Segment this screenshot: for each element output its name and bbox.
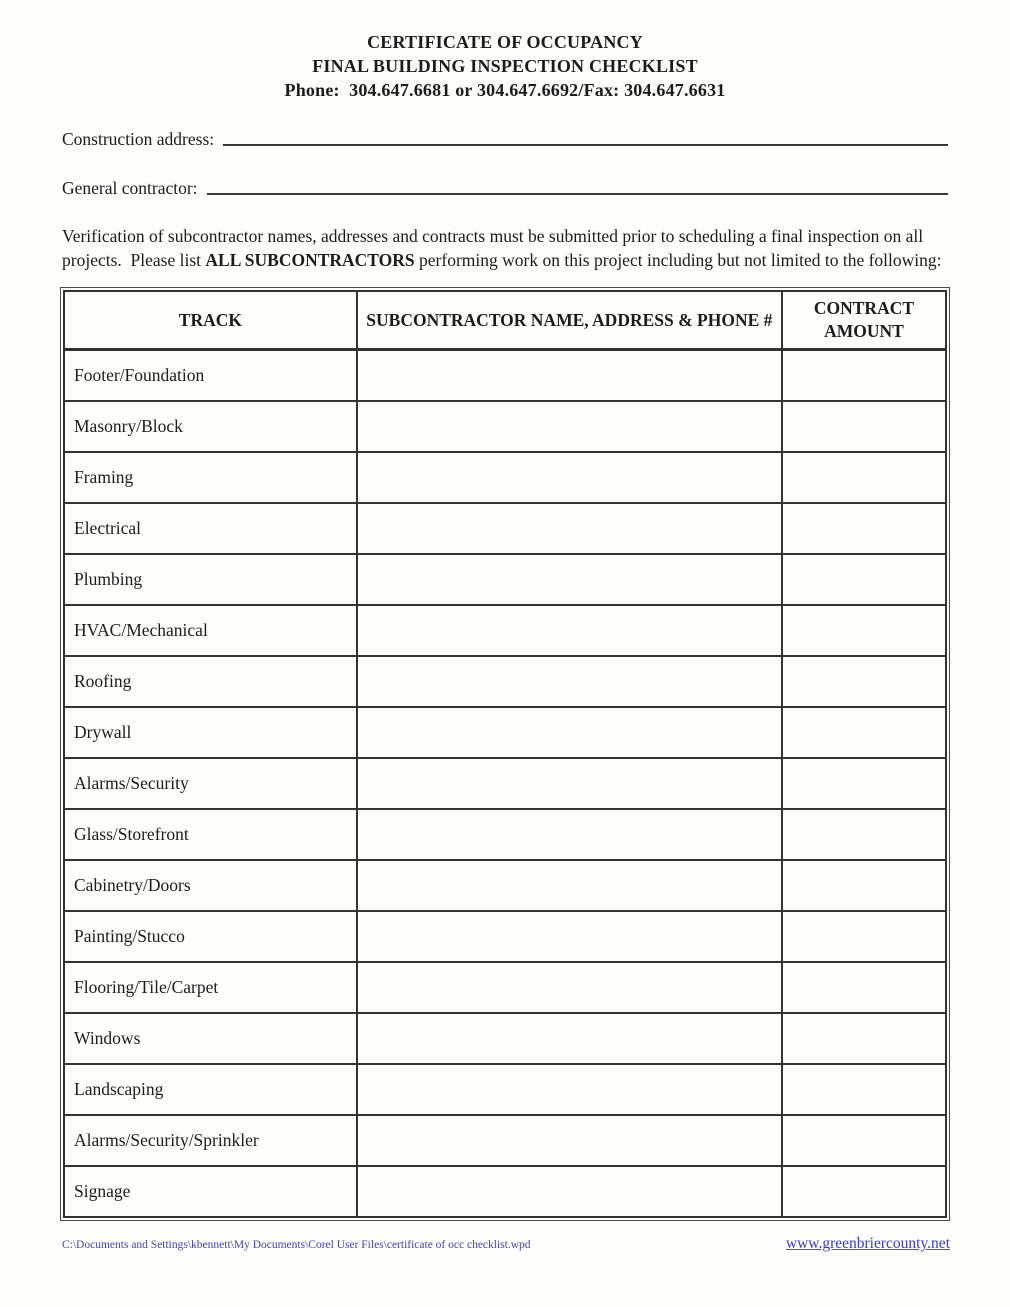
table-row <box>64 1166 946 1217</box>
track-cell: Framing <box>64 452 357 503</box>
table-row <box>64 605 946 656</box>
track-cell: Flooring/Tile/Carpet <box>64 962 357 1013</box>
contract-amount-input-cell[interactable] <box>782 503 946 554</box>
document-header <box>0 0 1010 102</box>
subcontractor-input-cell[interactable] <box>357 1013 782 1064</box>
contract-amount-input-cell[interactable] <box>782 401 946 452</box>
subcontractor-input-cell[interactable] <box>357 503 782 554</box>
instructions-text-start: Verification of subcontractor names, addresses and contracts must be submitted prior to scheduling a final inspection on all projects. Please list <box>62 226 924 270</box>
track-cell: Roofing <box>64 656 357 707</box>
subcontractor-input-cell[interactable] <box>357 656 782 707</box>
contract-amount-input-cell[interactable] <box>782 350 946 402</box>
table-row <box>64 1013 946 1064</box>
contract-amount-input-cell[interactable] <box>782 758 946 809</box>
contract-amount-input-cell[interactable] <box>782 656 946 707</box>
contract-amount-input-cell[interactable] <box>782 554 946 605</box>
table-row <box>64 656 946 707</box>
track-cell: Glass/Storefront <box>64 809 357 860</box>
contract-amount-input-cell[interactable] <box>782 1064 946 1115</box>
track-cell: HVAC/Mechanical <box>64 605 357 656</box>
table-row <box>64 962 946 1013</box>
table-row <box>64 758 946 809</box>
contract-amount-input-cell[interactable] <box>782 809 946 860</box>
track-cell: Signage <box>64 1166 357 1217</box>
subcontractor-input-cell[interactable] <box>357 758 782 809</box>
table-row <box>64 401 946 452</box>
construction-address-row <box>62 128 948 150</box>
subcontractor-table <box>60 287 950 1221</box>
phone-fax-line: Phone: 304.647.6681 or 304.647.6692/Fax: 304.647.6631 <box>284 80 726 100</box>
page-footer <box>62 1235 950 1253</box>
track-cell: Drywall <box>64 707 357 758</box>
subcontractor-input-cell[interactable] <box>357 401 782 452</box>
construction-address-fill-line[interactable] <box>223 143 948 146</box>
subcontractor-input-cell[interactable] <box>357 707 782 758</box>
track-cell: Electrical <box>64 503 357 554</box>
table-row <box>64 809 946 860</box>
column-header-subcontractor: SUBCONTRACTOR NAME, ADDRESS & PHONE # <box>357 291 782 350</box>
table-row <box>64 1064 946 1115</box>
construction-address-label: Construction address: <box>62 129 215 149</box>
contract-amount-input-cell[interactable] <box>782 707 946 758</box>
contract-amount-input-cell[interactable] <box>782 1115 946 1166</box>
subcontractor-input-cell[interactable] <box>357 452 782 503</box>
general-contractor-label: General contractor: <box>62 178 198 198</box>
table-row <box>64 554 946 605</box>
table-row <box>64 860 946 911</box>
column-header-track: TRACK <box>64 291 357 350</box>
contract-amount-input-cell[interactable] <box>782 860 946 911</box>
subcontractor-input-cell[interactable] <box>357 350 782 402</box>
track-cell: Cabinetry/Doors <box>64 860 357 911</box>
subcontractor-input-cell[interactable] <box>357 605 782 656</box>
table-row <box>64 911 946 962</box>
track-cell: Footer/Foundation <box>64 350 357 402</box>
general-contractor-fill-line[interactable] <box>207 192 948 195</box>
track-cell: Painting/Stucco <box>64 911 357 962</box>
document-subtitle: FINAL BUILDING INSPECTION CHECKLIST <box>312 56 698 76</box>
contract-amount-input-cell[interactable] <box>782 1013 946 1064</box>
track-cell: Plumbing <box>64 554 357 605</box>
table-row <box>64 1115 946 1166</box>
contract-amount-input-cell[interactable] <box>782 605 946 656</box>
track-cell: Windows <box>64 1013 357 1064</box>
subcontractor-input-cell[interactable] <box>357 911 782 962</box>
track-cell: Alarms/Security/Sprinkler <box>64 1115 357 1166</box>
contract-amount-input-cell[interactable] <box>782 911 946 962</box>
subcontractor-input-cell[interactable] <box>357 1166 782 1217</box>
table-row <box>64 503 946 554</box>
track-cell: Alarms/Security <box>64 758 357 809</box>
track-cell: Masonry/Block <box>64 401 357 452</box>
document-title: CERTIFICATE OF OCCUPANCY <box>367 32 643 52</box>
subcontractor-input-cell[interactable] <box>357 860 782 911</box>
instructions-bold-text: ALL SUBCONTRACTORS <box>205 250 415 270</box>
contract-amount-input-cell[interactable] <box>782 962 946 1013</box>
table-row <box>64 707 946 758</box>
file-path-text: C:\Documents and Settings\kbennett\My Documents\Corel User Files\certificate of occ checklist.wpd <box>62 1239 531 1251</box>
website-link[interactable]: www.greenbriercounty.net <box>785 1235 950 1252</box>
contract-amount-input-cell[interactable] <box>782 452 946 503</box>
table-row <box>64 350 946 402</box>
instructions-paragraph <box>62 224 948 272</box>
column-header-contract-amount: CONTRACT AMOUNT <box>782 291 946 350</box>
subcontractor-input-cell[interactable] <box>357 1064 782 1115</box>
subcontractor-input-cell[interactable] <box>357 962 782 1013</box>
general-contractor-row <box>62 177 948 199</box>
table-header-row <box>64 291 946 350</box>
track-cell: Landscaping <box>64 1064 357 1115</box>
subcontractor-input-cell[interactable] <box>357 554 782 605</box>
subcontractor-input-cell[interactable] <box>357 809 782 860</box>
contract-amount-input-cell[interactable] <box>782 1166 946 1217</box>
instructions-text-end: performing work on this project including but not limited to the following: <box>414 250 942 270</box>
table-row <box>64 452 946 503</box>
subcontractor-input-cell[interactable] <box>357 1115 782 1166</box>
